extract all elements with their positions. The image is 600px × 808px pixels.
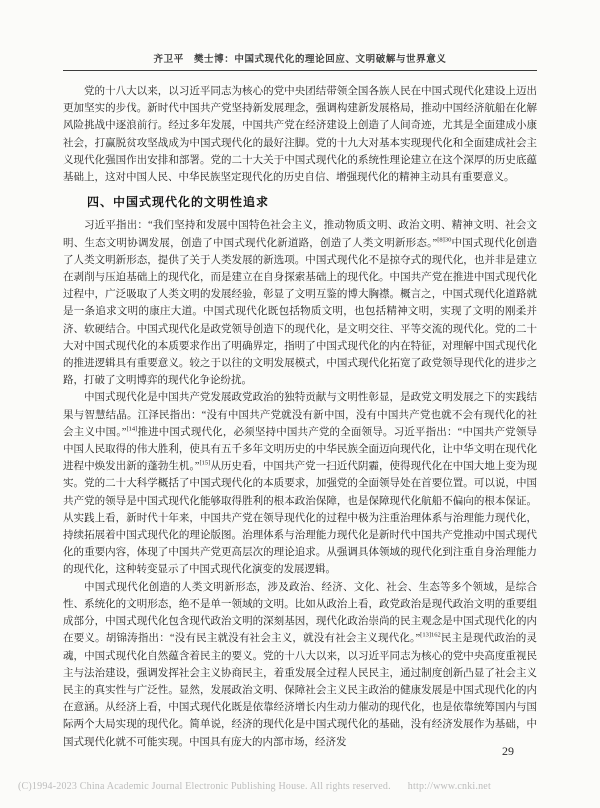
header-rule bbox=[63, 70, 537, 71]
paragraph: 中国式现代化是中国共产党发展政党政治的独特贡献与文明性彰显，是政党文明发展之下的实践结果与智慧结晶。江泽民指出：“没有中国共产党就没有新中国，没有中国共产党也就不会有现代化的社会主义中国。”[14]推进中国式现代化，必须坚持中国共产党的全面领导。习近平指出：“中国共产党领导中国人民取得的伟大胜利，使具有五千多年文明历史的中华民族全面迈向现代化，让中华文明在现代化进程中焕发出新的蓬勃生机。”[15]从历史看，中国共产党一扫近代阴霾，使得现代化在中国大地上变为现实。党的二十大科学概括了中国式现代化的本质要求，加强党的全面领导处在首要位置。可以说，中国共产党的领导是中国式现代化能够取得胜利的根本政治保障，也是保障现代化航船不偏向的根本保证。从实践上看，新时代十年来，中国共产党在领导现代化的过程中极为注重治理体系与治理能力现代化，持续拓展着中国式现代化的理论版图。治理体系与治理能力现代化是新时代中国共产党推动中国式现代化的重要内容，体现了中国共产党更高层次的理论追求。从强调具体领域的现代化到注重自身治理能力的现代化，这种转变显示了中国式现代化演变的发展逻辑。 bbox=[63, 392, 538, 576]
paragraph: 中国式现代化创造的人类文明新形态，涉及政治、经济、文化、社会、生态等多个领域，是综合性、系统化的文明形态，绝不是单一领域的文明。比如从政治上看，政党政治是现代政治文明的重要组成部分，中国式现代化包含现代政治文明的深刻基因，现代化政治崇尚的民主观念是中国式现代化的内在要义。胡锦涛指出：“没有民主就没有社会主义，就没有社会主义现代化。”$^{[13]162}$民主是现代政治的灵魂，中国式现代化自然蕴含着民主的要义。党的十八大以来，以习近平同志为核心的党中央高度重视民主与法治建设，强调发挥社会主义协商民主，着重发展全过程人民民主，通过制度创新凸显了社会主义民主的真实性与广泛性。显然，发展政治文明、保障社会主义民主政治的健康发展是中国式现代化的内在意涵。从经济上看，中国式现代化既是依靠经济增长内生动力催动的现代化，也是依靠统筹国内与国际两个大局实现的现代化。简单说，经济的现代化是中国式现代化的基础，没有经济发展作为基础，中国式现代化就不可能实现。中国具有庞大的内部市场，经济发 bbox=[63, 581, 537, 748]
running-header: 齐卫平 樊士博：中国式现代化的理论回应、文明破解与世界意义 bbox=[153, 55, 447, 65]
page-number: 29 bbox=[502, 744, 514, 758]
footer-url: http://www.cnki.net bbox=[407, 781, 491, 792]
section-heading: 四、中国式现代化的文明性追求 bbox=[87, 195, 270, 210]
footer-copyright: (C)1994-2023 China Academic Journal Electronic Publishing House. All rights reserved. bbox=[18, 781, 391, 792]
footer bbox=[18, 781, 590, 792]
article-body bbox=[63, 83, 537, 751]
paragraph: 习近平指出：“我们坚持和发展中国特色社会主义，推动物质文明、政治文明、精神文明、社会文明、生态文明协调发展，创造了中国式现代化新道路，创造了人类文明新形态。”$^{[8]30}$中国式现代化创造了人类文明新形态，提供了关于人类发展的新选项。中国式现代化不是掠夺式的现代化，也并非是建立在剥削与压迫基础上的现代化，而是建立在自身探索基础上的现代化。中国共产党在推进中国式现代化过程中，广泛吸取了人类文明的发展经验，彰显了文明互鉴的博大胸襟。概言之，中国式现代化道路就是一条追求文明的康庄大道。中国式现代化既包括物质文明，也包括精神文明，实现了文明的刚柔并济、软硬结合。中国式现代化是政党领导创造下的现代化，是文明交往、平等交流的现代化。党的二十大对中国式现代化的本质要求作出了明确界定，指明了中国式现代化的内在特征，对理解中国式现代化的推进逻辑具有重要意义。较之于以往的文明发展模式，中国式现代化拓宽了政党领导现代化的进步之路，打破了文明博弈的现代化争论纷扰。 bbox=[63, 220, 537, 387]
paragraph-intro: 党的十八大以来，以习近平同志为核心的党中央团结带领全国各族人民在中国式现代化建设上迈出更加坚实的步伐。新时代中国共产党坚持新发展理念，强调构建新发展格局，推动中国经济航船在化解风险挑战中逐浪前行。经过多年发展，中国共产党在经济建设上创造了人间奇迹，尤其是全面建成小康社会，打赢脱贫攻坚战成为中国式现代化的最好注脚。党的十九大对基本实现现代化和全面建成社会主义现代化强国作出安排和部署。党的二十大关于中国式现代化的系统性理论建立在这个深厚的历史底蕴基础上，这对中国人民、中华民族坚定现代化的历史自信、增强现代化的精神主动具有重要意义。 bbox=[63, 86, 537, 184]
